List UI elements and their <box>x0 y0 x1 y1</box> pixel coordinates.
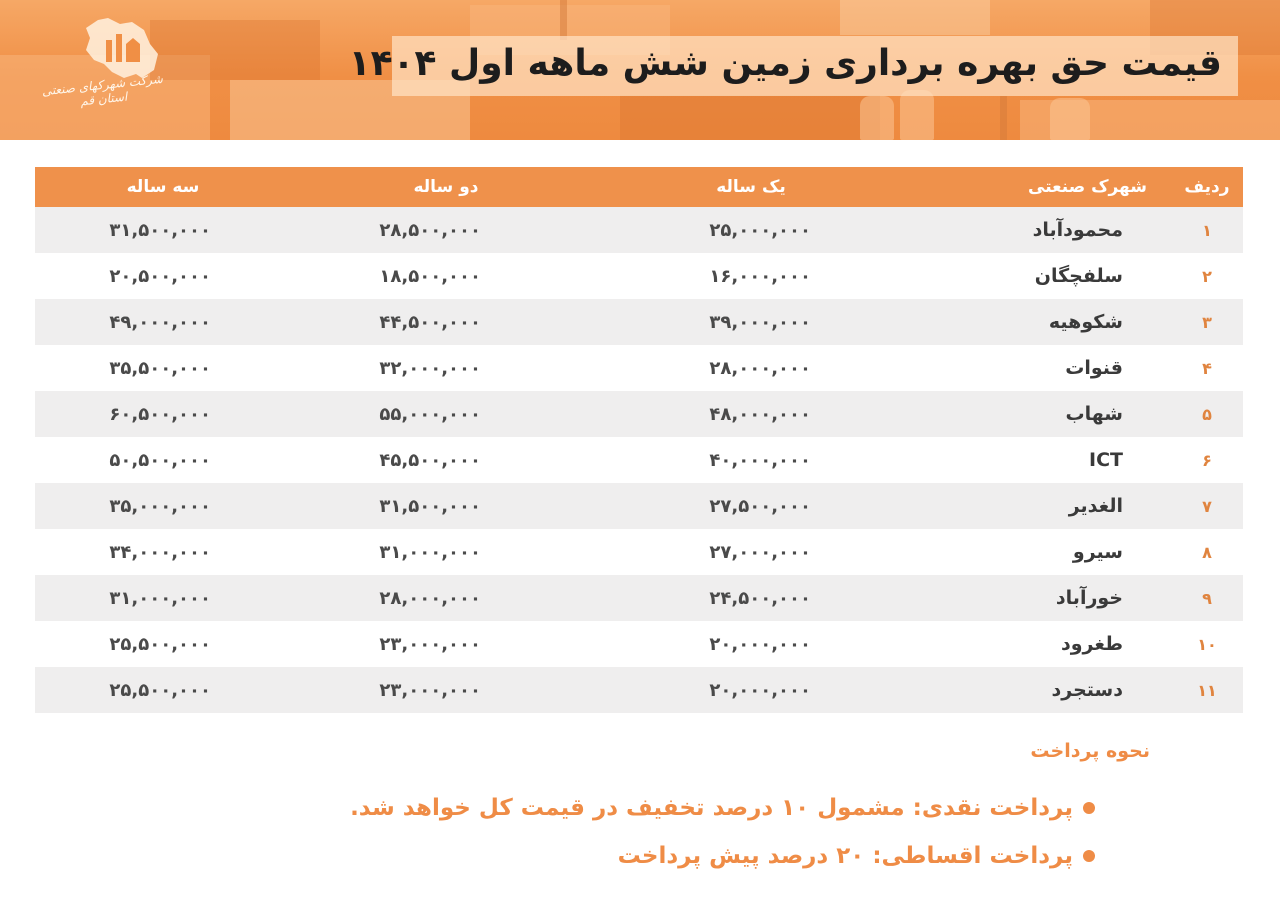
header-one-year: یک ساله <box>601 167 901 207</box>
row-index: ۵ <box>1171 391 1243 437</box>
payment-list <box>350 784 1095 880</box>
row-price-three-year: ۳۵,۰۰۰,۰۰۰ <box>35 483 291 529</box>
header-index: ردیف <box>1171 167 1243 207</box>
table-row <box>35 621 1243 667</box>
row-price-three-year: ۲۰,۵۰۰,۰۰۰ <box>35 253 291 299</box>
row-price-three-year: ۴۹,۰۰۰,۰۰۰ <box>35 299 291 345</box>
table-row <box>35 575 1243 621</box>
payment-item-installment <box>350 832 1095 880</box>
row-price-one-year: ۲۷,۰۰۰,۰۰۰ <box>601 529 901 575</box>
row-index: ۹ <box>1171 575 1243 621</box>
row-park-name: شکوهیه <box>901 299 1171 345</box>
row-price-one-year: ۴۸,۰۰۰,۰۰۰ <box>601 391 901 437</box>
table-row <box>35 437 1243 483</box>
row-park-name: سیرو <box>901 529 1171 575</box>
row-price-two-year: ۳۲,۰۰۰,۰۰۰ <box>291 345 601 391</box>
banner-chimney <box>1000 96 1007 140</box>
table-row <box>35 299 1243 345</box>
row-price-three-year: ۳۱,۰۰۰,۰۰۰ <box>35 575 291 621</box>
banner-chimney <box>560 0 567 40</box>
row-price-one-year: ۲۸,۰۰۰,۰۰۰ <box>601 345 901 391</box>
bullet-icon <box>1083 802 1095 814</box>
row-price-one-year: ۲۷,۵۰۰,۰۰۰ <box>601 483 901 529</box>
table-row <box>35 253 1243 299</box>
payment-item-text: پرداخت اقساطی: ۲۰ درصد پیش پرداخت <box>617 843 1073 869</box>
row-price-three-year: ۳۱,۵۰۰,۰۰۰ <box>35 207 291 253</box>
row-price-three-year: ۶۰,۵۰۰,۰۰۰ <box>35 391 291 437</box>
row-park-name: خورآباد <box>901 575 1171 621</box>
header-park: شهرک صنعتی <box>901 167 1171 207</box>
row-price-two-year: ۲۳,۰۰۰,۰۰۰ <box>291 667 601 713</box>
row-price-three-year: ۲۵,۵۰۰,۰۰۰ <box>35 667 291 713</box>
row-index: ۱ <box>1171 207 1243 253</box>
row-park-name: ICT <box>901 437 1171 483</box>
row-price-one-year: ۲۰,۰۰۰,۰۰۰ <box>601 667 901 713</box>
table-row <box>35 483 1243 529</box>
row-park-name: محمودآباد <box>901 207 1171 253</box>
row-index: ۶ <box>1171 437 1243 483</box>
row-park-name: قنوات <box>901 345 1171 391</box>
row-price-two-year: ۴۵,۵۰۰,۰۰۰ <box>291 437 601 483</box>
payment-item-cash <box>350 784 1095 832</box>
row-price-one-year: ۲۵,۰۰۰,۰۰۰ <box>601 207 901 253</box>
row-price-two-year: ۲۸,۰۰۰,۰۰۰ <box>291 575 601 621</box>
payment-heading: نحوه پرداخت <box>1030 740 1150 762</box>
row-price-three-year: ۵۰,۵۰۰,۰۰۰ <box>35 437 291 483</box>
table-row <box>35 667 1243 713</box>
row-index: ۳ <box>1171 299 1243 345</box>
row-price-one-year: ۱۶,۰۰۰,۰۰۰ <box>601 253 901 299</box>
row-index: ۱۱ <box>1171 667 1243 713</box>
row-price-two-year: ۵۵,۰۰۰,۰۰۰ <box>291 391 601 437</box>
bullet-icon <box>1083 850 1095 862</box>
row-price-two-year: ۲۳,۰۰۰,۰۰۰ <box>291 621 601 667</box>
row-index: ۷ <box>1171 483 1243 529</box>
row-price-one-year: ۴۰,۰۰۰,۰۰۰ <box>601 437 901 483</box>
banner-tank <box>900 90 934 140</box>
table-row <box>35 207 1243 253</box>
table-row <box>35 529 1243 575</box>
row-price-three-year: ۳۴,۰۰۰,۰۰۰ <box>35 529 291 575</box>
row-price-two-year: ۴۴,۵۰۰,۰۰۰ <box>291 299 601 345</box>
row-index: ۱۰ <box>1171 621 1243 667</box>
table-row <box>35 391 1243 437</box>
table-row <box>35 345 1243 391</box>
row-price-three-year: ۲۵,۵۰۰,۰۰۰ <box>35 621 291 667</box>
row-price-two-year: ۳۱,۵۰۰,۰۰۰ <box>291 483 601 529</box>
banner-building <box>620 95 880 140</box>
logo-text: شرکت شهرکهای صنعتی استان قم <box>41 71 164 109</box>
table-body <box>35 207 1243 713</box>
row-price-two-year: ۳۱,۰۰۰,۰۰۰ <box>291 529 601 575</box>
row-index: ۸ <box>1171 529 1243 575</box>
row-price-one-year: ۲۴,۵۰۰,۰۰۰ <box>601 575 901 621</box>
row-price-one-year: ۳۹,۰۰۰,۰۰۰ <box>601 299 901 345</box>
price-table <box>35 167 1243 713</box>
banner-tank <box>1050 98 1090 140</box>
row-park-name: سلفچگان <box>901 253 1171 299</box>
row-price-three-year: ۳۵,۵۰۰,۰۰۰ <box>35 345 291 391</box>
row-park-name: طغرود <box>901 621 1171 667</box>
row-price-two-year: ۲۸,۵۰۰,۰۰۰ <box>291 207 601 253</box>
banner-tank <box>860 96 894 140</box>
table-header-row <box>35 167 1243 207</box>
row-park-name: شهاب <box>901 391 1171 437</box>
row-park-name: الغدیر <box>901 483 1171 529</box>
row-park-name: دستجرد <box>901 667 1171 713</box>
header-three-year: سه ساله <box>35 167 291 207</box>
header-banner <box>0 0 1280 140</box>
row-index: ۲ <box>1171 253 1243 299</box>
row-price-one-year: ۲۰,۰۰۰,۰۰۰ <box>601 621 901 667</box>
header-two-year: دو ساله <box>291 167 601 207</box>
page-title: قیمت حق بهره برداری زمین شش ماهه اول ۱۴۰۴ <box>348 43 1222 84</box>
banner-building <box>840 0 990 35</box>
payment-item-text: پرداخت نقدی: مشمول ۱۰ درصد تخفیف در قیمت کل خواهد شد. <box>350 795 1073 821</box>
row-price-two-year: ۱۸,۵۰۰,۰۰۰ <box>291 253 601 299</box>
row-index: ۴ <box>1171 345 1243 391</box>
